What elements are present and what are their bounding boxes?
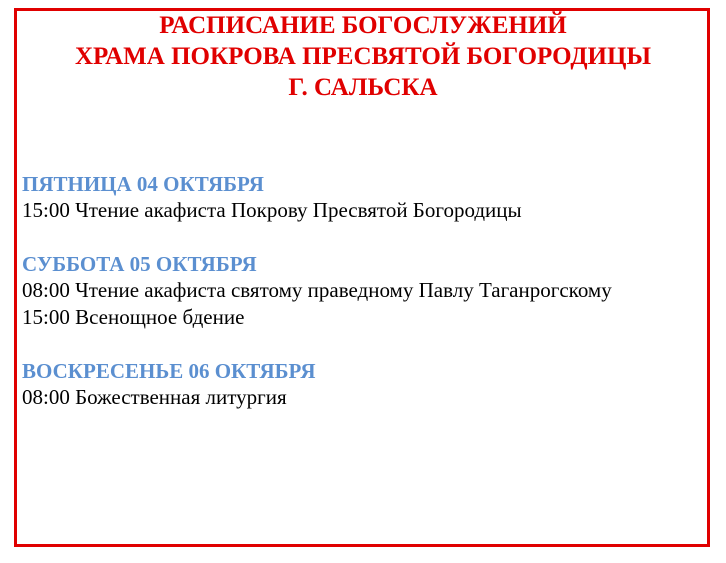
service-item: 08:00 Божественная литургия	[22, 385, 287, 409]
day-heading: ПЯТНИЦА 04 ОКТЯБРЯ	[22, 172, 264, 196]
day-heading: ВОСКРЕСЕНЬЕ 06 ОКТЯБРЯ	[22, 359, 316, 383]
service-item: 08:00 Чтение акафиста святому праведному Павлу Таганрогскому	[22, 278, 612, 302]
service-item: 15:00 Чтение акафиста Покрову Пресвятой Богородицы	[22, 198, 522, 222]
title-line-2: ХРАМА ПОКРОВА ПРЕСВЯТОЙ БОГОРОДИЦЫ	[75, 43, 651, 70]
day-sunday	[22, 358, 316, 411]
day-heading: СУББОТА 05 ОКТЯБРЯ	[22, 252, 257, 276]
day-saturday	[22, 251, 612, 331]
schedule-title	[0, 10, 726, 103]
day-friday	[22, 171, 522, 224]
title-line-3: Г. САЛЬСКА	[288, 74, 438, 101]
service-item: 15:00 Всенощное бдение	[22, 305, 245, 329]
title-line-1: РАСПИСАНИЕ БОГОСЛУЖЕНИЙ	[159, 12, 567, 39]
